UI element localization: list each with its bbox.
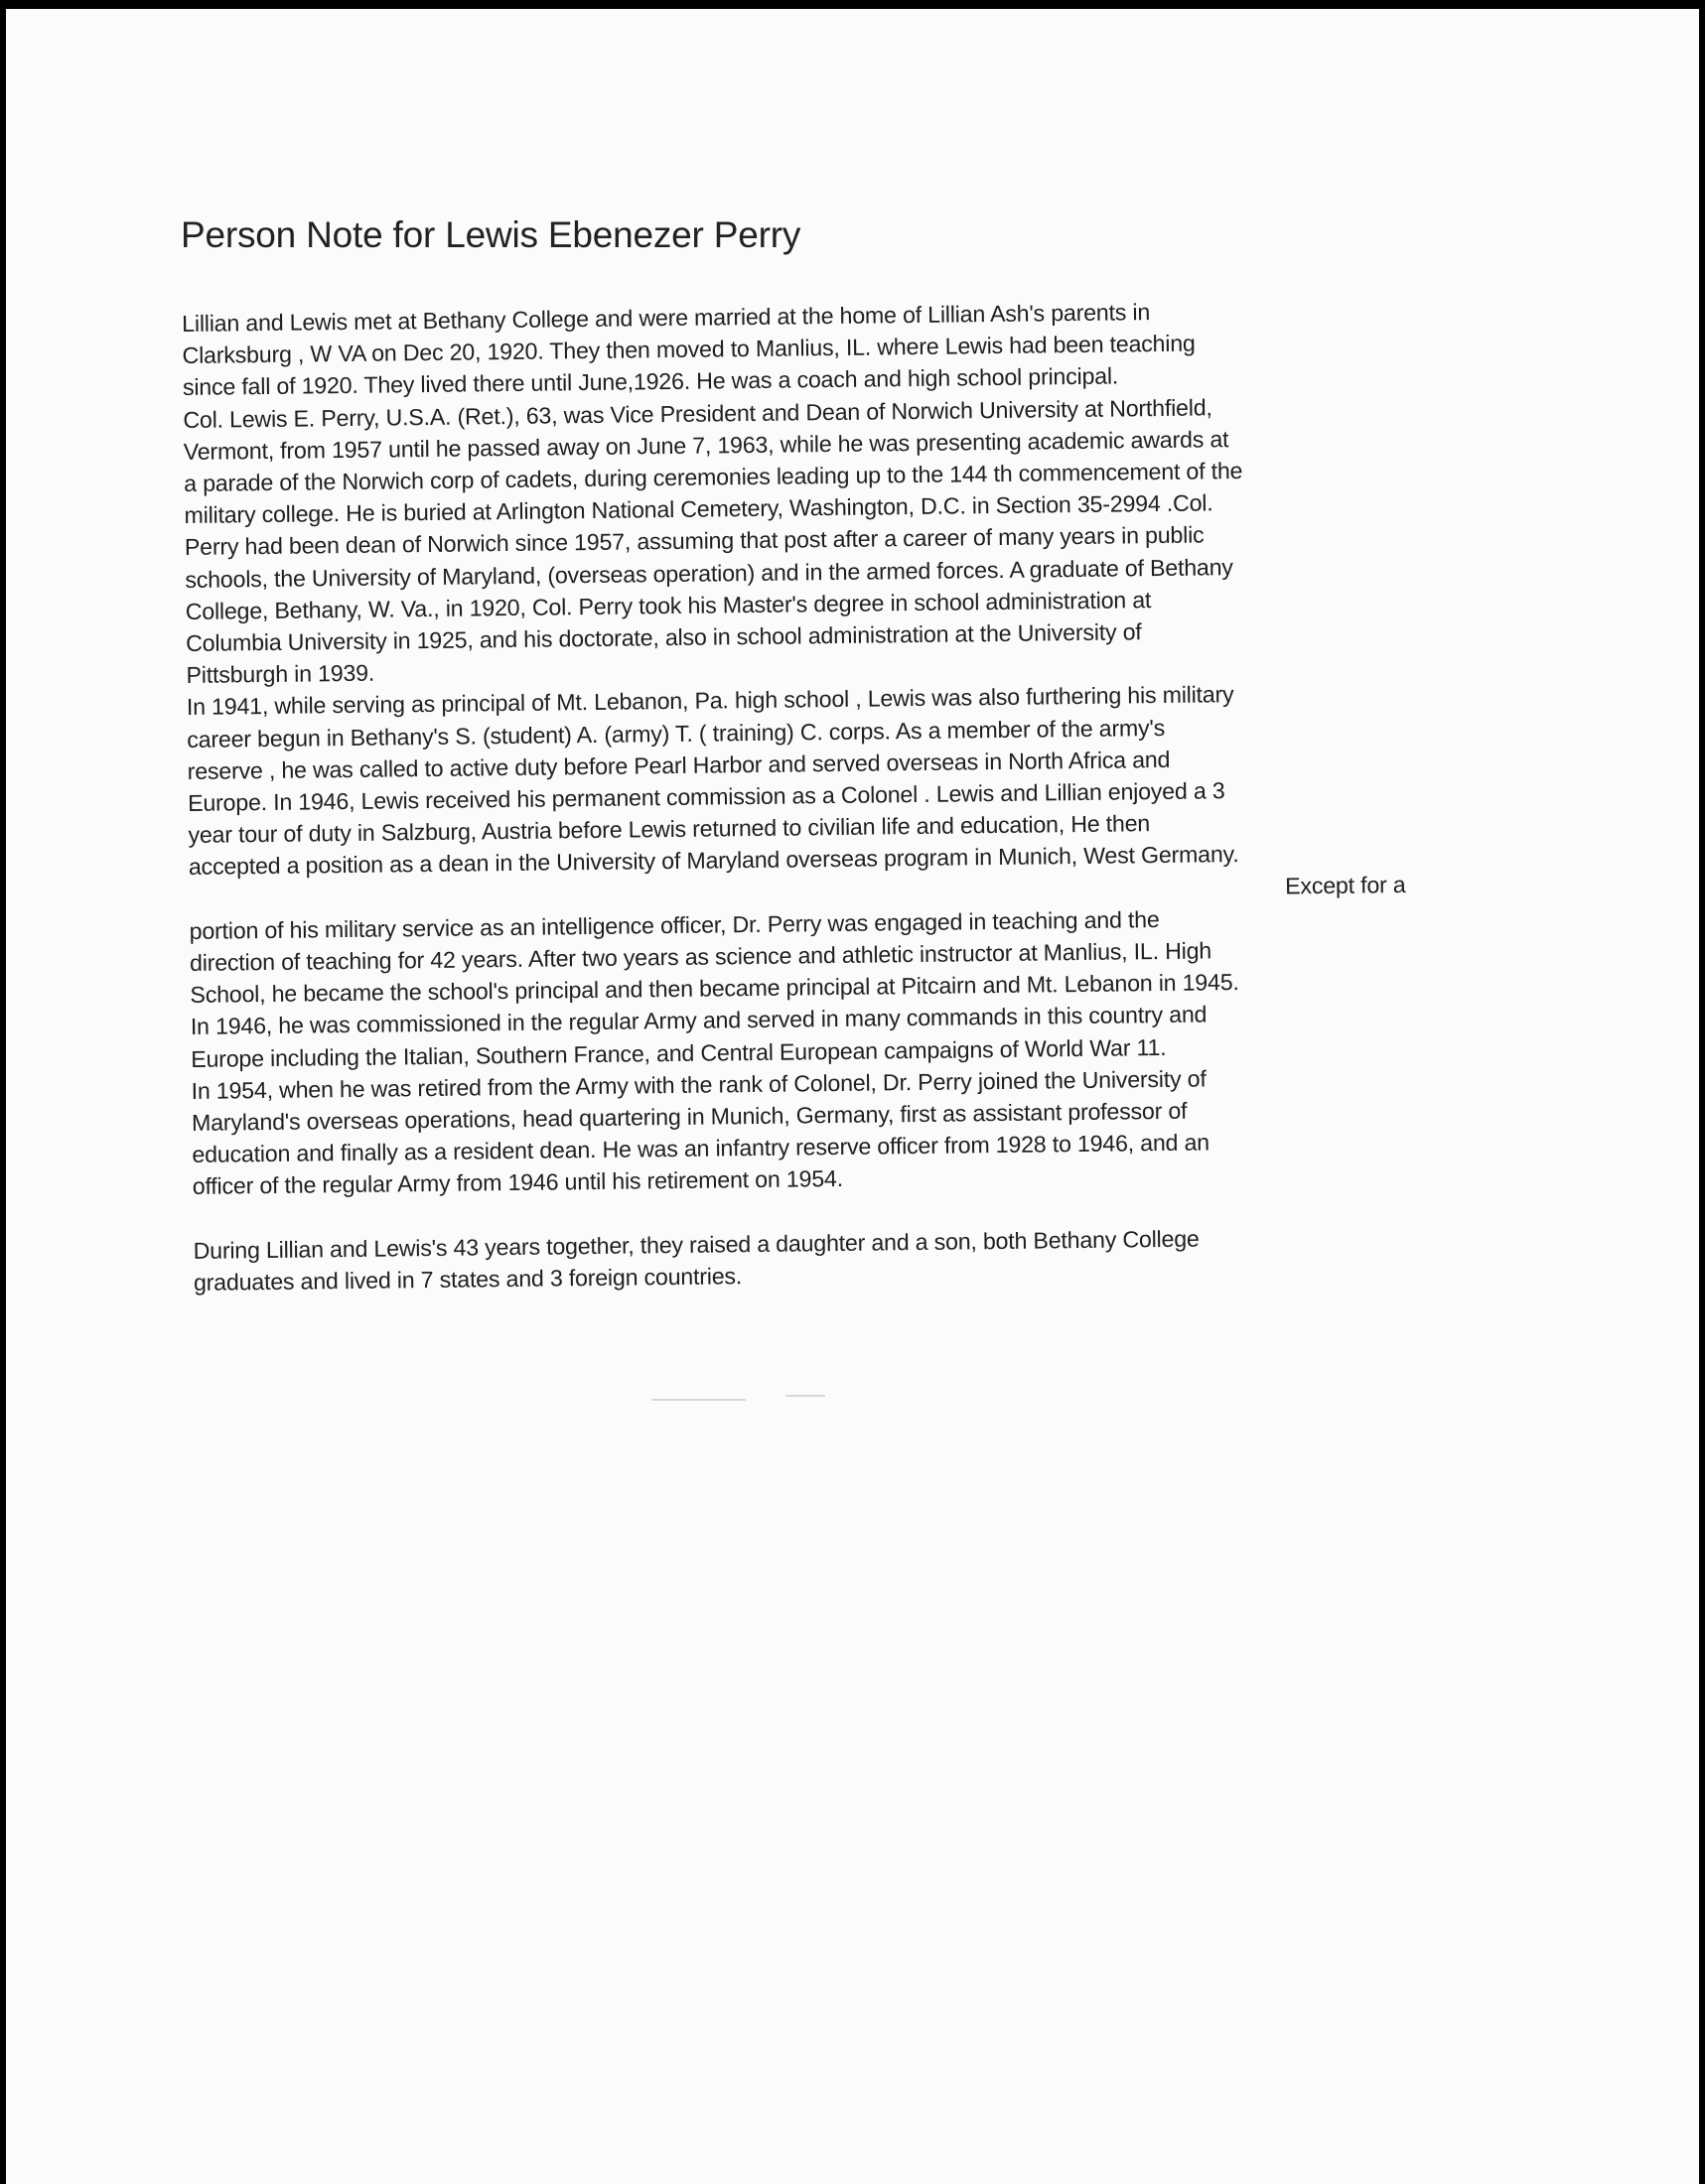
text-line: schools, the University of Maryland, (overseas operation) and in the armed forces. A graduate of Bethany <box>185 553 1233 593</box>
text-line: Columbia University in 1925, and his doctorate, also in school administration at the University of <box>185 618 1142 657</box>
text-line: In 1941, while serving as principal of Mt. Lebanon, Pa. high school , Lewis was also furthering his military <box>186 681 1234 721</box>
text-line: since fall of 1920. They lived there until June,1926. He was a coach and high school principal. <box>182 362 1119 401</box>
text-line: Clarksburg , W VA on Dec 20, 1920. They then moved to Manlius, IL. where Lewis had been teaching <box>182 330 1196 369</box>
text-line: career begun in Bethany's S. (student) A. (army) T. ( training) C. corps. As a member of the army's <box>187 714 1166 752</box>
text-line: a parade of the Norwich corp of cadets, during ceremonies leading up to the 144 th commencement of the <box>184 457 1243 497</box>
text-line: Pittsburgh in 1939. <box>186 659 375 689</box>
text-line: year tour of duty in Salzburg, Austria before Lewis returned to civilian life and education, He then <box>188 810 1151 849</box>
text-line: accepted a position as a dean in the University of Maryland overseas program in Munich, West Germany. <box>188 841 1239 881</box>
text-line: In 1954, when he was retired from the Army with the rank of Colonel, Dr. Perry joined the University of <box>191 1065 1207 1104</box>
paragraph-military-teaching <box>189 899 1502 1203</box>
text-line: Vermont, from 1957 until he passed away on June 7, 1963, while he was presenting academic awards at <box>183 425 1229 465</box>
page-title: Person Note for Lewis Ebenezer Perry <box>181 214 801 255</box>
scan-smudge <box>785 1395 825 1397</box>
text-line: direction of teaching for 42 years. After two years as science and athletic instructor at Manlius, IL. High <box>189 937 1212 977</box>
text-line: military college. He is buried at Arlington National Cemetery, Washington, D.C. in Section 35-2994 .Col. <box>184 489 1213 529</box>
text-line-right: Except for a <box>1285 871 1406 899</box>
text-line: Maryland's overseas operations, head quartering in Munich, Germany, first as assistant professor of <box>191 1097 1188 1137</box>
text-line: officer of the regular Army from 1946 until his retirement on 1954. <box>192 1165 844 1200</box>
text-line: portion of his military service as an intelligence officer, Dr. Perry was engaged in teaching and the <box>189 905 1160 944</box>
text-line: Lillian and Lewis met at Bethany College and were married at the home of Lillian Ash's parents in <box>182 299 1151 337</box>
text-line: Perry had been dean of Norwich since 1957, assuming that post after a career of many years in public <box>184 521 1205 561</box>
text-line: In 1946, he was commissioned in the regular Army and served in many commands in this country and <box>190 1001 1208 1040</box>
paragraph-marriage-career <box>182 292 1499 915</box>
text-line: Europe. In 1946, Lewis received his permanent commission as a Colonel . Lewis and Lillian enjoyed a 3 <box>187 777 1225 817</box>
text-line: education and finally as a resident dean. He was an infantry reserve officer from 1928 to 1946, and an <box>192 1129 1210 1168</box>
text-line: During Lillian and Lewis's 43 years together, they raised a daughter and a son, both Bethany College <box>193 1225 1200 1264</box>
scanned-page <box>6 9 1699 2184</box>
text-line: Col. Lewis E. Perry, U.S.A. (Ret.), 63, was Vice President and Dean of Norwich University at Northfield, <box>183 393 1212 433</box>
text-line: School, he became the school's principal and then became principal at Pitcairn and Mt. Lebanon in 1945. <box>190 969 1239 1009</box>
scan-smudge <box>651 1399 746 1401</box>
text-line: graduates and lived in 7 states and 3 foreign countries. <box>193 1263 743 1296</box>
text-line: Europe including the Italian, Southern France, and Central European campaigns of World War 11. <box>191 1033 1167 1072</box>
text-line: reserve , he was called to active duty before Pearl Harbor and served overseas in North Africa and <box>187 746 1171 784</box>
text-line: College, Bethany, W. Va., in 1920, Col. Perry took his Master's degree in school administration at <box>185 586 1152 624</box>
person-note-body <box>182 292 1504 1298</box>
